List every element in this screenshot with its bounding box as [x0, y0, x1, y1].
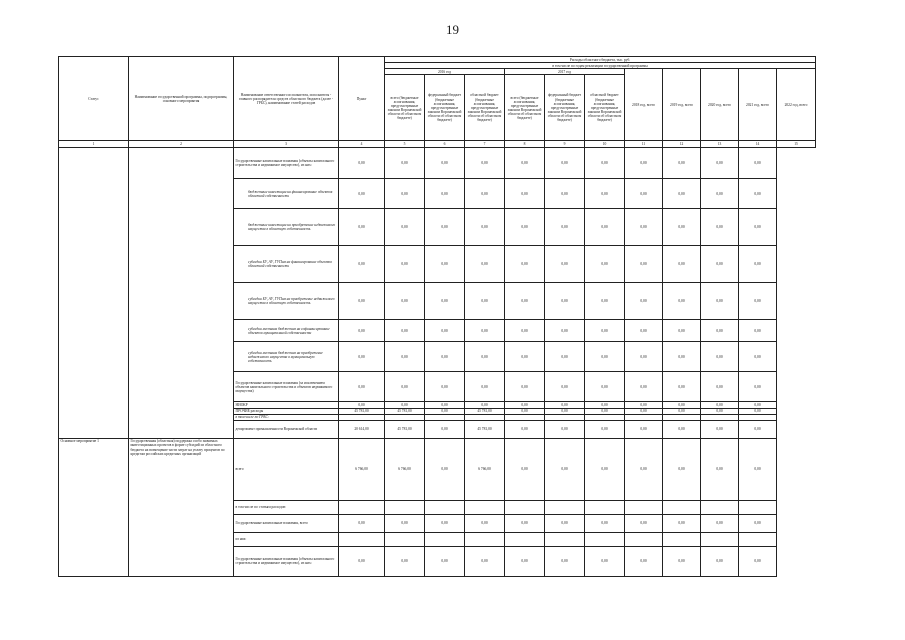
cell-value: 0,00 [465, 546, 505, 576]
cell-value: 0,00 [585, 246, 625, 283]
cell-value: 0,00 [625, 408, 663, 414]
cell-value: 0,00 [465, 246, 505, 283]
cell-value: 45 781,00 [385, 408, 425, 414]
row-label: Государственные капитальные вложения (за исключением объектов капитального строительства и объектов недвижимого имущества) [234, 372, 339, 402]
cell-value: 0,00 [465, 514, 505, 532]
cell-value: 0,00 [425, 438, 465, 500]
cell-value: 0,00 [545, 209, 585, 246]
cell-value: 0,00 [701, 342, 739, 372]
cell-value [339, 500, 385, 514]
cell-value: 0,00 [505, 283, 545, 320]
cell-value: 0,00 [425, 402, 465, 408]
cell-value: 0,00 [339, 283, 385, 320]
header-2021: 2021 год, всего [739, 69, 777, 141]
cell-value: 0,00 [339, 148, 385, 179]
cell-value: 0,00 [385, 148, 425, 179]
row-label: НИОКР [234, 402, 339, 408]
cell-value: 0,00 [505, 514, 545, 532]
cell-value: 0,00 [663, 402, 701, 408]
cell-value: 0,00 [739, 514, 777, 532]
cell-value: 0,00 [739, 438, 777, 500]
cell-value: 0,00 [739, 209, 777, 246]
cell-value: 0,00 [739, 179, 777, 209]
cell-value: 20 614,00 [339, 420, 385, 438]
cell-value: 0,00 [385, 246, 425, 283]
cell-value: 0,00 [585, 408, 625, 414]
cell-value: 0,00 [425, 342, 465, 372]
cell-value: 0,00 [385, 546, 425, 576]
cell-value [465, 532, 505, 546]
cell-value: 0,00 [465, 402, 505, 408]
cell-value: 0,00 [739, 372, 777, 402]
cell-value: 0,00 [339, 546, 385, 576]
cell-value: 0,00 [425, 148, 465, 179]
header-sub-4: всего (бюджетные ассигнования, предусмотренные законом Воронежской области об областном бюджете) [505, 75, 545, 141]
cell-value [585, 532, 625, 546]
cell-value: 0,00 [663, 283, 701, 320]
row-label: ПРОЧИЕ расходы [234, 408, 339, 414]
row-label: всего [234, 438, 339, 500]
cell-value: 0,00 [739, 342, 777, 372]
cell-value: 0,00 [339, 320, 385, 342]
cell-value: 0,00 [625, 209, 663, 246]
cell-value [385, 532, 425, 546]
cell-value: 0,00 [663, 372, 701, 402]
cell-value: 0,00 [701, 372, 739, 402]
cell-value: 0,00 [465, 179, 505, 209]
cell-value: 0,00 [425, 283, 465, 320]
col-num: 13 [701, 141, 739, 148]
cell-value: 0,00 [545, 402, 585, 408]
cell-value: 0,00 [585, 546, 625, 576]
page-number: 19 [446, 22, 459, 37]
cell-value: 0,00 [585, 209, 625, 246]
cell-value: 0,00 [505, 438, 545, 500]
row-label: субсидии местным бюджетам на приобретение недвижимого имущества в муниципальную собственность [234, 342, 339, 372]
cell-value: 0,00 [545, 514, 585, 532]
cell-value: 0,00 [505, 179, 545, 209]
cell-value: 0,00 [425, 546, 465, 576]
cell-value: 0,00 [545, 246, 585, 283]
cell-value: 0,00 [585, 283, 625, 320]
cell-value: 0,00 [739, 420, 777, 438]
cell-value: 0,00 [505, 246, 545, 283]
cell-value: 0,00 [701, 438, 739, 500]
cell-value [739, 500, 777, 514]
cell-value [625, 500, 663, 514]
cell-value: 0,00 [663, 408, 701, 414]
cell-value: 0,00 [739, 546, 777, 576]
cell-value: 0,00 [739, 320, 777, 342]
cell-value: 0,00 [585, 148, 625, 179]
cell-value: 0,00 [545, 148, 585, 179]
cell-value [505, 500, 545, 514]
cell-value: 0,00 [739, 408, 777, 414]
table-row [59, 148, 816, 179]
cell-value: 0,00 [701, 514, 739, 532]
cell-value: 0,00 [739, 402, 777, 408]
cell-value: 0,00 [339, 246, 385, 283]
row-label: из них: [234, 532, 339, 546]
cell-value: 0,00 [339, 179, 385, 209]
cell-value: 0,00 [585, 179, 625, 209]
cell-value: 0,00 [663, 420, 701, 438]
cell-value: 0,00 [385, 209, 425, 246]
cell-value: 0,00 [585, 320, 625, 342]
cell-value: 45 781,00 [339, 408, 385, 414]
cell-value: 0,00 [425, 246, 465, 283]
cell-value: 0,00 [545, 342, 585, 372]
cell-value: 0,00 [585, 420, 625, 438]
col-num: 7 [465, 141, 505, 148]
cell-value: 0,00 [465, 209, 505, 246]
cell-value [663, 500, 701, 514]
cell-value: 0,00 [701, 209, 739, 246]
col-num: 3 [234, 141, 339, 148]
cell-value: 0,00 [385, 342, 425, 372]
cell-value [701, 532, 739, 546]
header-year-2016: 2016 год [385, 69, 505, 75]
cell-value [339, 532, 385, 546]
row-label: Государственные капитальные вложения (объекты капитального строительства и недвижимое имущество), из них: [234, 148, 339, 179]
cell-value: 0,00 [385, 514, 425, 532]
cell-value: 0,00 [545, 420, 585, 438]
cell-value: 45 781,00 [465, 408, 505, 414]
cell-value: 0,00 [505, 420, 545, 438]
cell-value: 0,00 [663, 546, 701, 576]
cell-value [663, 532, 701, 546]
cell-value: 0,00 [625, 438, 663, 500]
cell-value: 6 766,00 [465, 438, 505, 500]
cell-value: 0,00 [663, 246, 701, 283]
row-label: в том числе по ГРБС: [234, 414, 339, 420]
cell-value: 0,00 [625, 514, 663, 532]
cell-value: 0,00 [701, 402, 739, 408]
cell-value: 0,00 [465, 342, 505, 372]
cell-value: 0,00 [505, 148, 545, 179]
header-sub-1: всего (бюджетные ассигнования, предусмотренные законом Воронежской области об областном бюджете) [385, 75, 425, 141]
header-status: Статус [59, 57, 129, 141]
cell-value: 0,00 [339, 402, 385, 408]
cell-value: 0,00 [663, 438, 701, 500]
cell-value [505, 532, 545, 546]
cell-value: 0,00 [625, 148, 663, 179]
cell-value [545, 532, 585, 546]
cell-value [701, 500, 739, 514]
cell-value: 0,00 [701, 546, 739, 576]
row-label: Государственные капитальные вложения, всего [234, 514, 339, 532]
col-num: 8 [505, 141, 545, 148]
col-num: 2 [129, 141, 234, 148]
cell-value: 45 781,00 [465, 420, 505, 438]
cell-value: 0,00 [739, 246, 777, 283]
cell-value: 0,00 [701, 246, 739, 283]
row-label: субсидии БУ, АУ, ГУПам на приобретение недвижимого имущества в областную собственность [234, 283, 339, 320]
cell-value: 6 766,00 [339, 438, 385, 500]
col-num: 14 [739, 141, 777, 148]
header-sub-5: федеральный бюджет (бюджетные ассигнования, предусмотренные законом Воронежской области об областном бюджете) [545, 75, 585, 141]
row-label: в том числе по статьям расходов: [234, 500, 339, 514]
row-label: субсидии местным бюджетам на софинансирование объектов муниципальной собственности [234, 320, 339, 342]
cell-value: 0,00 [625, 372, 663, 402]
row-label: бюджетные инвестиции на финансирование объектов областной собственности [234, 179, 339, 209]
cell-value: 0,00 [625, 320, 663, 342]
cell-value: 0,00 [339, 514, 385, 532]
cell-value [465, 500, 505, 514]
cell-value: 6 766,00 [385, 438, 425, 500]
cell-value: 0,00 [425, 209, 465, 246]
header-including: в том числе по годам реализации государственной программы [385, 63, 816, 69]
cell-value: 0,00 [663, 342, 701, 372]
cell-value [425, 500, 465, 514]
header-2019: 2019 год, всего [663, 69, 701, 141]
cell-value: 0,00 [701, 408, 739, 414]
cell-value: 0,00 [625, 246, 663, 283]
cell-value: 0,00 [701, 320, 739, 342]
header-2022: 2022 год, всего [777, 69, 816, 141]
cell-value: 0,00 [585, 402, 625, 408]
col-num: 11 [625, 141, 663, 148]
cell-value: 0,00 [425, 179, 465, 209]
cell-value: 0,00 [425, 320, 465, 342]
cell-value: 0,00 [339, 372, 385, 402]
cell-value: 0,00 [505, 402, 545, 408]
cell-value: 0,00 [425, 420, 465, 438]
main-activity-name: Государственная (областная) поддержка особо значимых инвестиционных проектов в форме субсидий из областного бюджета на возмещение части затрат на уплату процентов по кредитам российских кредитных организаций [129, 438, 234, 576]
cell-value: 0,00 [545, 283, 585, 320]
cell-value: 0,00 [385, 179, 425, 209]
header-source: Пункт [339, 57, 385, 141]
cell-value: 0,00 [505, 342, 545, 372]
cell-value: 0,00 [625, 402, 663, 408]
cell-value: 0,00 [385, 283, 425, 320]
column-number-row [59, 141, 816, 148]
header-year-2017: 2017 год [505, 69, 625, 75]
cell-value: 0,00 [385, 402, 425, 408]
col-num: 6 [425, 141, 465, 148]
cell-value: 0,00 [545, 372, 585, 402]
program-cell-empty [129, 148, 234, 438]
cell-value: 0,00 [425, 408, 465, 414]
col-num: 5 [385, 141, 425, 148]
header-executor: Наименование ответственного исполнителя, исполнителя - главного распорядителя средств областного бюджета (далее - ГРБС), наименование статей расходов [234, 57, 339, 141]
header-sub-3: областной бюджет (бюджетные ассигнования, предусмотренные законом Воронежской области об областном бюджете) [465, 75, 505, 141]
row-label: субсидии БУ, АУ, ГУПам на финансирование объектов областной собственности [234, 246, 339, 283]
cell-value: 0,00 [585, 438, 625, 500]
cell-value: 0,00 [585, 372, 625, 402]
col-num: 10 [585, 141, 625, 148]
cell-value: 0,00 [663, 209, 701, 246]
cell-value: 0,00 [545, 408, 585, 414]
row-label: департамент промышленности Воронежской области [234, 420, 339, 438]
cell-value: 0,00 [625, 420, 663, 438]
cell-value: 0,00 [505, 408, 545, 414]
cell-value [425, 532, 465, 546]
cell-value: 0,00 [739, 283, 777, 320]
cell-value: 0,00 [505, 320, 545, 342]
col-num: 1 [59, 141, 129, 148]
cell-value: 0,00 [545, 438, 585, 500]
cell-value: 0,00 [585, 514, 625, 532]
cell-value: 0,00 [425, 372, 465, 402]
cell-value: 0,00 [505, 209, 545, 246]
cell-value: 0,00 [625, 342, 663, 372]
cell-value: 0,00 [545, 179, 585, 209]
cell-value: 45 781,00 [385, 420, 425, 438]
cell-value [585, 500, 625, 514]
row-label: Государственные капитальные вложения (объекты капитального строительства и недвижимое имущество), из них: [234, 546, 339, 576]
cell-value: 0,00 [339, 209, 385, 246]
cell-value: 0,00 [545, 320, 585, 342]
col-num: 4 [339, 141, 385, 148]
cell-value: 0,00 [739, 148, 777, 179]
cell-value: 0,00 [625, 179, 663, 209]
header-expenses: Расходы областного бюджета, тыс. руб. [385, 57, 816, 63]
cell-value: 0,00 [663, 148, 701, 179]
table-row [59, 438, 816, 500]
header-2020: 2020 год, всего [701, 69, 739, 141]
budget-table [58, 56, 816, 577]
cell-value: 0,00 [505, 372, 545, 402]
status-cell-empty [59, 148, 129, 438]
cell-value: 0,00 [465, 320, 505, 342]
col-num: 15 [777, 141, 816, 148]
cell-value: 0,00 [701, 148, 739, 179]
cell-value: 0,00 [465, 148, 505, 179]
cell-value: 0,00 [663, 514, 701, 532]
col-num: 12 [663, 141, 701, 148]
cell-value: 0,00 [385, 372, 425, 402]
cell-value: 0,00 [625, 283, 663, 320]
cell-value [625, 532, 663, 546]
cell-value: 0,00 [585, 342, 625, 372]
header-program-name: Наименование государственной программы, подпрограммы, основного мероприятия [129, 57, 234, 141]
header-2018: 2018 год, всего [625, 69, 663, 141]
cell-value: 0,00 [425, 514, 465, 532]
cell-value: 0,00 [545, 546, 585, 576]
cell-value: 0,00 [701, 179, 739, 209]
cell-value: 0,00 [465, 283, 505, 320]
row-label: бюджетные инвестиции на приобретение недвижимого имущества в областную собственность [234, 209, 339, 246]
cell-value: 0,00 [625, 546, 663, 576]
cell-value [385, 500, 425, 514]
col-num: 9 [545, 141, 585, 148]
cell-value: 0,00 [385, 320, 425, 342]
header-sub-2: федеральный бюджет (бюджетные ассигнования, предусмотренные законом Воронежской области об областном бюджете) [425, 75, 465, 141]
cell-value: 0,00 [505, 546, 545, 576]
cell-value: 0,00 [465, 372, 505, 402]
cell-value [739, 532, 777, 546]
cell-value: 0,00 [701, 283, 739, 320]
cell-value: 0,00 [701, 420, 739, 438]
cell-value [545, 500, 585, 514]
main-activity-status: Основное мероприятие 1 [59, 438, 129, 576]
cell-value: 0,00 [663, 320, 701, 342]
header-sub-6: областной бюджет (бюджетные ассигнования, предусмотренные законом Воронежской области об областном бюджете) [585, 75, 625, 141]
cell-value: 0,00 [663, 179, 701, 209]
cell-value: 0,00 [339, 342, 385, 372]
